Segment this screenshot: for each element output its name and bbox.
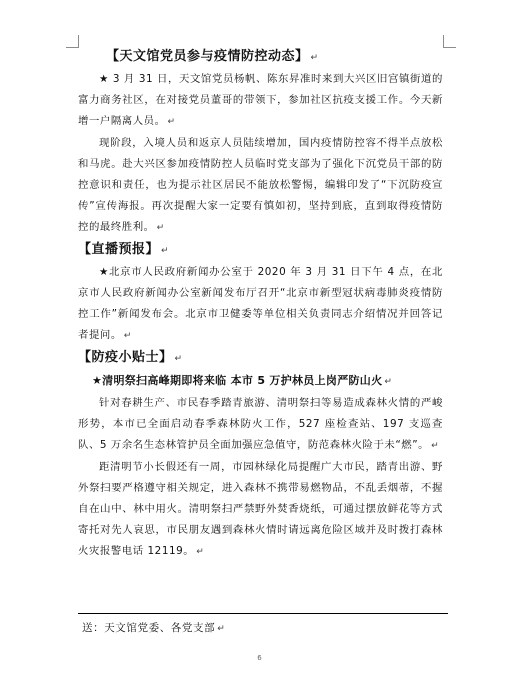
subtitle-text: ★清明祭扫高峰期即将来临 本市 5 万护林员上岗严防山火 bbox=[92, 374, 383, 387]
paragraph-press-conference bbox=[78, 262, 443, 347]
heading-text: 【防疫小贴士】 bbox=[78, 350, 173, 365]
paragraph-forest-fire-prevention bbox=[78, 393, 443, 457]
paragraph-mark-icon: ↵ bbox=[167, 117, 176, 127]
document-body bbox=[78, 46, 443, 563]
paragraph-prevention-notice bbox=[78, 133, 443, 239]
heading-text: 【天文馆党员参与疫情防控动态】 bbox=[106, 49, 309, 64]
section-heading-tips bbox=[78, 347, 443, 370]
paragraph-text: 距清明节小长假还有一周，市园林绿化局提醒广大市民，踏青出游、野外祭扫要严格遵守相关规定，进入森林不携带易燃物品，不乱丢烟蒂，不握自在山中、林中用火。清明祭扫严禁野外焚香烧纸，可通过摆放鲜花等方式寄托对先人哀思，市民朋友遇到森林火情时请远离危险区域并及时拨打森林火灾报警电话 12119。 bbox=[78, 461, 443, 557]
paragraph-text: ★ 3 月 31 日，天文馆党员杨帆、陈东昇准时来到大兴区旧宫镇街道的富力商务社区，在对接党员董哥的带领下，参加社区抗疫支援工作。今天新增一户隔离人员。 bbox=[78, 73, 443, 127]
paragraph-mark-icon: ↵ bbox=[123, 331, 132, 341]
footer-divider bbox=[78, 613, 448, 614]
paragraph-mark-icon: ↵ bbox=[431, 441, 440, 451]
paragraph-volunteer-report bbox=[78, 69, 443, 133]
footer-text: 送：天文馆党委、各党支部 bbox=[82, 622, 216, 634]
paragraph-mark-icon: ↵ bbox=[217, 624, 226, 634]
paragraph-mark-icon: ↵ bbox=[384, 377, 393, 387]
distribution-footer bbox=[82, 620, 225, 635]
paragraph-mark-icon: ↵ bbox=[196, 547, 205, 557]
paragraph-mark-icon: ↵ bbox=[156, 223, 165, 233]
page-number: 6 bbox=[257, 654, 262, 662]
section-heading-party-activities bbox=[78, 46, 443, 69]
paragraph-text: 现阶段，入境人员和返京人员陆续增加，国内疫情防控容不得半点放松和马虎。赴大兴区参加疫情防控人员临时党支部为了强化下沉党员干部的防控意识和责任，也为提示社区居民不能放松警惕，编辑印发了“下沉防疫宣传”宣传海报。再次提醒大家一定要有慎如初，坚持到底，直到取得疫情防控的最终胜利。 bbox=[78, 137, 443, 233]
section-heading-live-broadcast bbox=[78, 239, 443, 262]
paragraph-mark-icon: ↵ bbox=[174, 354, 183, 364]
article-subtitle bbox=[78, 370, 443, 393]
paragraph-mark-icon: ↵ bbox=[310, 53, 319, 63]
paragraph-mark-icon: ↵ bbox=[161, 246, 170, 256]
margin-corner-mark-top-right bbox=[443, 35, 456, 48]
paragraph-text: 针对春耕生产、市民春季踏青旅游、清明祭扫等易造成森林火情的严峻形势，本市已全面启动春季森林防火工作，527 座检查站、197 支巡查队、5 万余名生态林管护员全面加强应急值守，防范森林火险于未“燃”。 bbox=[78, 397, 443, 451]
paragraph-qingming-reminder bbox=[78, 457, 443, 563]
paragraph-text: ★北京市人民政府新闻办公室于 2020 年 3 月 31 日下午 4 点，在北京市人民政府新闻办公室新闻发布厅召开“北京市新型冠状病毒肺炎疫情防控工作”新闻发布会。北京市卫健委等单位相关负责同志介绍情况并回答记者提问。 bbox=[78, 266, 443, 341]
heading-text: 【直播预报】 bbox=[78, 242, 160, 257]
